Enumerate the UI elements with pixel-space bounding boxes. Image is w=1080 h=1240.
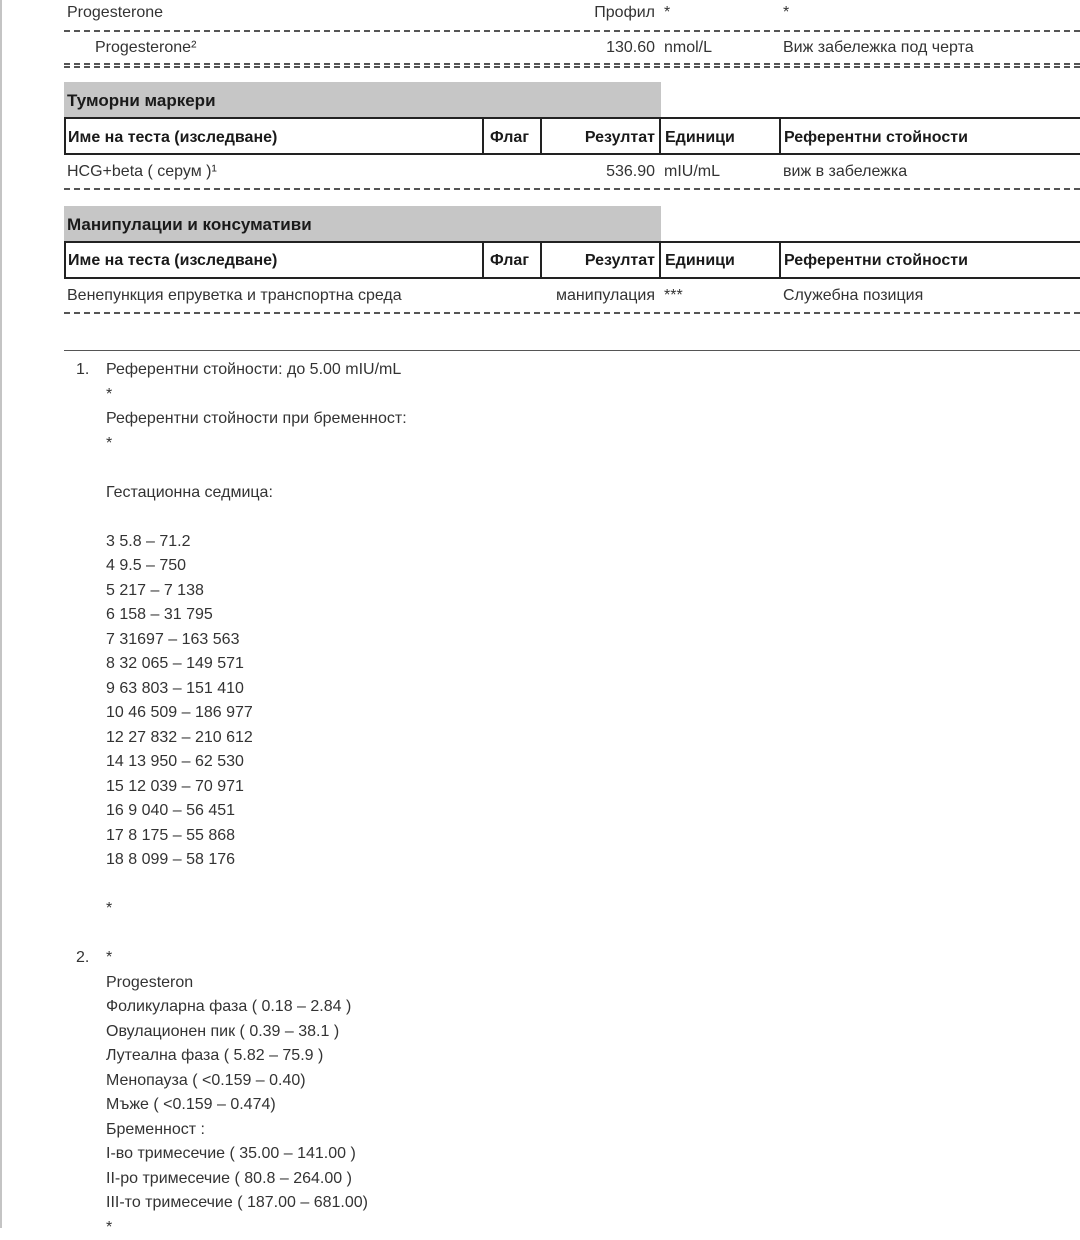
footnote-line: 12 27 832 – 210 612 [106, 726, 1080, 751]
footnote-line: II-ро тримесечие ( 80.8 – 264.00 ) [106, 1167, 1080, 1192]
footnote-number: 1. [76, 358, 89, 383]
footnote-line [106, 456, 1080, 481]
column-divider [779, 118, 781, 154]
footnotes [0, 358, 1080, 1240]
test-result: манипулация [520, 286, 655, 306]
header-reference: Референтни стойности [784, 251, 968, 271]
test-reference: * [783, 3, 789, 23]
footnote-line [106, 505, 1080, 530]
column-divider [64, 242, 66, 278]
footnote-line: 14 13 950 – 62 530 [106, 750, 1080, 775]
column-divider [64, 118, 66, 154]
footnote-line: Progesteron [106, 971, 1080, 996]
footnote-line: 7 31697 – 163 563 [106, 628, 1080, 653]
footnote-line: 17 8 175 – 55 868 [106, 824, 1080, 849]
column-divider [779, 242, 781, 278]
test-name: HCG+beta ( серум )¹ [67, 162, 217, 182]
test-name: Progesterone² [95, 38, 196, 58]
section-title: Туморни маркери [67, 91, 216, 111]
footnote-line: 4 9.5 – 750 [106, 554, 1080, 579]
test-reference: Служебна позиция [783, 286, 923, 306]
footnote-line: 6 158 – 31 795 [106, 603, 1080, 628]
footnote-line: * [106, 897, 1080, 922]
header-result: Резултат [545, 251, 655, 271]
footnote-1 [0, 358, 1080, 946]
section-title: Манипулации и консумативи [67, 215, 312, 235]
test-units: * [664, 3, 670, 23]
footnote-line: * [106, 383, 1080, 408]
footnote-line: 5 217 – 7 138 [106, 579, 1080, 604]
test-result: Профил [545, 3, 655, 23]
footnote-number: 2. [76, 946, 89, 971]
footnote-line: 16 9 040 – 56 451 [106, 799, 1080, 824]
column-divider [482, 242, 484, 278]
row-divider [64, 66, 1080, 68]
footnote-line: * [106, 946, 1080, 971]
row-divider [64, 188, 1080, 190]
test-name: Progesterone [67, 3, 163, 23]
footnote-line: Гестационна седмица: [106, 481, 1080, 506]
test-reference: Виж забележка под черта [783, 38, 974, 58]
table-header-bottom-border [64, 153, 1080, 155]
footnote-line: Менопауза ( <0.159 – 0.40) [106, 1069, 1080, 1094]
header-units: Единици [665, 251, 735, 271]
footnote-line: 18 8 099 – 58 176 [106, 848, 1080, 873]
table-header-top-border [64, 117, 1080, 119]
row-divider [64, 63, 1080, 65]
row-divider [64, 312, 1080, 314]
column-divider [659, 242, 661, 278]
footnote-line: 3 5.8 – 71.2 [106, 530, 1080, 555]
footnote-line: 8 32 065 – 149 571 [106, 652, 1080, 677]
test-units: *** [664, 286, 683, 306]
footnote-lines [106, 946, 1080, 1240]
test-result: 130.60 [545, 38, 655, 58]
footnote-line: III-то тримесечие ( 187.00 – 681.00) [106, 1191, 1080, 1216]
footnote-line: Референтни стойности: до 5.00 mIU/mL [106, 358, 1080, 383]
footnote-line: Бременност : [106, 1118, 1080, 1143]
test-result: 536.90 [545, 162, 655, 182]
table-header-bottom-border [64, 277, 1080, 279]
row-divider [64, 30, 1080, 32]
footnotes-separator [64, 350, 1080, 351]
test-name: Венепункция епруветка и транспортна среда [67, 286, 402, 306]
footnote-lines [106, 358, 1080, 946]
footnote-line: 10 46 509 – 186 977 [106, 701, 1080, 726]
footnote-line: Мъже ( <0.159 – 0.474) [106, 1093, 1080, 1118]
header-flag: Флаг [490, 251, 529, 271]
footnote-line: Референтни стойности при бременност: [106, 407, 1080, 432]
footnote-line: * [106, 1216, 1080, 1240]
table-header-top-border [64, 241, 1080, 243]
footnote-line: Лутеална фаза ( 5.82 – 75.9 ) [106, 1044, 1080, 1069]
column-divider [540, 242, 542, 278]
footnote-2 [0, 946, 1080, 1240]
header-result: Резултат [545, 128, 655, 148]
footnote-line: 9 63 803 – 151 410 [106, 677, 1080, 702]
header-reference: Референтни стойности [784, 128, 968, 148]
header-flag: Флаг [490, 128, 529, 148]
test-reference: виж в забележка [783, 162, 907, 182]
footnote-line [106, 873, 1080, 898]
footnote-line: * [106, 432, 1080, 457]
test-units: mIU/mL [664, 162, 720, 182]
header-units: Единици [665, 128, 735, 148]
footnote-line [106, 922, 1080, 947]
column-divider [540, 118, 542, 154]
column-divider [482, 118, 484, 154]
footnote-line: Фоликуларна фаза ( 0.18 – 2.84 ) [106, 995, 1080, 1020]
test-units: nmol/L [664, 38, 712, 58]
footnote-line: Овулационен пик ( 0.39 – 38.1 ) [106, 1020, 1080, 1045]
header-test-name: Име на теста (изследване) [68, 251, 277, 271]
header-test-name: Име на теста (изследване) [68, 128, 277, 148]
footnote-line: 15 12 039 – 70 971 [106, 775, 1080, 800]
column-divider [659, 118, 661, 154]
footnote-line: I-во тримесечие ( 35.00 – 141.00 ) [106, 1142, 1080, 1167]
